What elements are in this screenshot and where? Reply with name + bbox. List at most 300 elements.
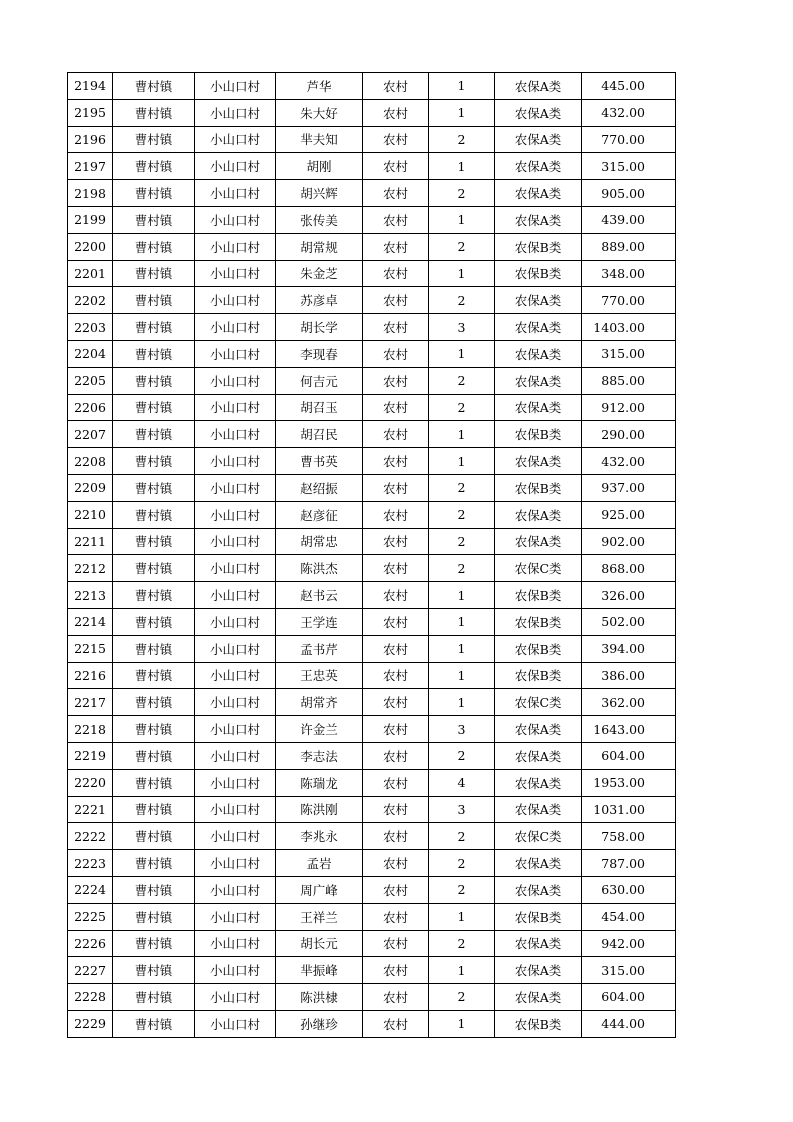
table-row [68, 367, 676, 394]
type-cell: 农村 [363, 742, 429, 769]
town-cell: 曹村镇 [113, 662, 195, 689]
amount-cell: 937.00 [582, 474, 676, 501]
count-cell: 2 [429, 742, 495, 769]
table-row [68, 850, 676, 877]
table-row [68, 153, 676, 180]
type-cell: 农村 [363, 582, 429, 609]
type-cell: 农村 [363, 180, 429, 207]
town-cell: 曹村镇 [113, 823, 195, 850]
table-row [68, 876, 676, 903]
name-cell: 胡常规 [276, 233, 363, 260]
amount-cell: 770.00 [582, 287, 676, 314]
name-cell: 孟书芹 [276, 635, 363, 662]
count-cell: 3 [429, 314, 495, 341]
count-cell: 2 [429, 501, 495, 528]
count-cell: 2 [429, 287, 495, 314]
table-row [68, 957, 676, 984]
type-cell: 农村 [363, 340, 429, 367]
type-cell: 农村 [363, 850, 429, 877]
category-cell: 农保A类 [495, 126, 582, 153]
name-cell: 芦华 [276, 73, 363, 100]
town-cell: 曹村镇 [113, 1010, 195, 1037]
amount-cell: 758.00 [582, 823, 676, 850]
name-cell: 芈振峰 [276, 957, 363, 984]
category-cell: 农保A类 [495, 448, 582, 475]
amount-cell: 912.00 [582, 394, 676, 421]
type-cell: 农村 [363, 421, 429, 448]
type-cell: 农村 [363, 689, 429, 716]
row-id-cell: 2212 [68, 555, 113, 582]
table-row [68, 903, 676, 930]
row-id-cell: 2199 [68, 206, 113, 233]
table-row [68, 930, 676, 957]
table-row [68, 582, 676, 609]
village-cell: 小山口村 [195, 73, 276, 100]
category-cell: 农保B类 [495, 474, 582, 501]
category-cell: 农保A类 [495, 528, 582, 555]
row-id-cell: 2196 [68, 126, 113, 153]
town-cell: 曹村镇 [113, 448, 195, 475]
town-cell: 曹村镇 [113, 528, 195, 555]
category-cell: 农保A类 [495, 367, 582, 394]
amount-cell: 902.00 [582, 528, 676, 555]
count-cell: 2 [429, 367, 495, 394]
amount-cell: 362.00 [582, 689, 676, 716]
count-cell: 2 [429, 823, 495, 850]
category-cell: 农保A类 [495, 206, 582, 233]
table-row [68, 99, 676, 126]
row-id-cell: 2203 [68, 314, 113, 341]
village-cell: 小山口村 [195, 957, 276, 984]
row-id-cell: 2221 [68, 796, 113, 823]
town-cell: 曹村镇 [113, 394, 195, 421]
amount-cell: 315.00 [582, 957, 676, 984]
amount-cell: 444.00 [582, 1010, 676, 1037]
row-id-cell: 2200 [68, 233, 113, 260]
amount-cell: 348.00 [582, 260, 676, 287]
category-cell: 农保A类 [495, 930, 582, 957]
count-cell: 1 [429, 153, 495, 180]
type-cell: 农村 [363, 957, 429, 984]
type-cell: 农村 [363, 474, 429, 501]
type-cell: 农村 [363, 99, 429, 126]
village-cell: 小山口村 [195, 903, 276, 930]
table-row [68, 394, 676, 421]
row-id-cell: 2208 [68, 448, 113, 475]
town-cell: 曹村镇 [113, 153, 195, 180]
town-cell: 曹村镇 [113, 716, 195, 743]
village-cell: 小山口村 [195, 340, 276, 367]
amount-cell: 1403.00 [582, 314, 676, 341]
row-id-cell: 2222 [68, 823, 113, 850]
type-cell: 农村 [363, 287, 429, 314]
row-id-cell: 2219 [68, 742, 113, 769]
amount-cell: 394.00 [582, 635, 676, 662]
row-id-cell: 2195 [68, 99, 113, 126]
type-cell: 农村 [363, 367, 429, 394]
row-id-cell: 2210 [68, 501, 113, 528]
type-cell: 农村 [363, 635, 429, 662]
type-cell: 农村 [363, 716, 429, 743]
town-cell: 曹村镇 [113, 260, 195, 287]
amount-cell: 454.00 [582, 903, 676, 930]
village-cell: 小山口村 [195, 180, 276, 207]
name-cell: 胡刚 [276, 153, 363, 180]
category-cell: 农保B类 [495, 903, 582, 930]
amount-cell: 290.00 [582, 421, 676, 448]
amount-cell: 439.00 [582, 206, 676, 233]
town-cell: 曹村镇 [113, 930, 195, 957]
count-cell: 1 [429, 99, 495, 126]
count-cell: 1 [429, 608, 495, 635]
row-id-cell: 2227 [68, 957, 113, 984]
count-cell: 1 [429, 903, 495, 930]
town-cell: 曹村镇 [113, 582, 195, 609]
table-row [68, 126, 676, 153]
category-cell: 农保B类 [495, 608, 582, 635]
count-cell: 1 [429, 582, 495, 609]
category-cell: 农保A类 [495, 153, 582, 180]
village-cell: 小山口村 [195, 1010, 276, 1037]
amount-cell: 604.00 [582, 742, 676, 769]
village-cell: 小山口村 [195, 474, 276, 501]
village-cell: 小山口村 [195, 823, 276, 850]
count-cell: 2 [429, 984, 495, 1011]
village-cell: 小山口村 [195, 555, 276, 582]
village-cell: 小山口村 [195, 984, 276, 1011]
type-cell: 农村 [363, 233, 429, 260]
category-cell: 农保B类 [495, 233, 582, 260]
town-cell: 曹村镇 [113, 850, 195, 877]
village-cell: 小山口村 [195, 153, 276, 180]
table-row [68, 742, 676, 769]
count-cell: 3 [429, 796, 495, 823]
row-id-cell: 2206 [68, 394, 113, 421]
type-cell: 农村 [363, 73, 429, 100]
category-cell: 农保C类 [495, 823, 582, 850]
count-cell: 2 [429, 474, 495, 501]
type-cell: 农村 [363, 1010, 429, 1037]
category-cell: 农保A类 [495, 99, 582, 126]
name-cell: 李志法 [276, 742, 363, 769]
amount-cell: 630.00 [582, 876, 676, 903]
type-cell: 农村 [363, 126, 429, 153]
name-cell: 朱金芝 [276, 260, 363, 287]
count-cell: 1 [429, 421, 495, 448]
row-id-cell: 2213 [68, 582, 113, 609]
table-row [68, 448, 676, 475]
category-cell: 农保A类 [495, 984, 582, 1011]
category-cell: 农保A类 [495, 180, 582, 207]
type-cell: 农村 [363, 823, 429, 850]
category-cell: 农保A类 [495, 73, 582, 100]
amount-cell: 432.00 [582, 448, 676, 475]
count-cell: 2 [429, 876, 495, 903]
count-cell: 1 [429, 206, 495, 233]
village-cell: 小山口村 [195, 769, 276, 796]
table-row [68, 314, 676, 341]
town-cell: 曹村镇 [113, 957, 195, 984]
count-cell: 2 [429, 528, 495, 555]
village-cell: 小山口村 [195, 501, 276, 528]
type-cell: 农村 [363, 448, 429, 475]
row-id-cell: 2205 [68, 367, 113, 394]
row-id-cell: 2201 [68, 260, 113, 287]
village-cell: 小山口村 [195, 233, 276, 260]
type-cell: 农村 [363, 930, 429, 957]
category-cell: 农保A类 [495, 957, 582, 984]
row-id-cell: 2216 [68, 662, 113, 689]
table-row [68, 260, 676, 287]
name-cell: 许金兰 [276, 716, 363, 743]
name-cell: 苏彦卓 [276, 287, 363, 314]
village-cell: 小山口村 [195, 99, 276, 126]
name-cell: 孟岩 [276, 850, 363, 877]
count-cell: 4 [429, 769, 495, 796]
town-cell: 曹村镇 [113, 421, 195, 448]
name-cell: 胡常忠 [276, 528, 363, 555]
table-row [68, 501, 676, 528]
category-cell: 农保C类 [495, 555, 582, 582]
amount-cell: 604.00 [582, 984, 676, 1011]
name-cell: 陈洪杰 [276, 555, 363, 582]
type-cell: 农村 [363, 206, 429, 233]
amount-cell: 905.00 [582, 180, 676, 207]
town-cell: 曹村镇 [113, 608, 195, 635]
town-cell: 曹村镇 [113, 501, 195, 528]
town-cell: 曹村镇 [113, 876, 195, 903]
table-row [68, 635, 676, 662]
category-cell: 农保A类 [495, 769, 582, 796]
table-row [68, 528, 676, 555]
village-cell: 小山口村 [195, 662, 276, 689]
table-row [68, 180, 676, 207]
row-id-cell: 2226 [68, 930, 113, 957]
category-cell: 农保B类 [495, 582, 582, 609]
village-cell: 小山口村 [195, 876, 276, 903]
table-row [68, 984, 676, 1011]
amount-cell: 315.00 [582, 153, 676, 180]
village-cell: 小山口村 [195, 689, 276, 716]
table-row [68, 555, 676, 582]
type-cell: 农村 [363, 528, 429, 555]
village-cell: 小山口村 [195, 394, 276, 421]
name-cell: 胡召民 [276, 421, 363, 448]
village-cell: 小山口村 [195, 421, 276, 448]
row-id-cell: 2218 [68, 716, 113, 743]
category-cell: 农保B类 [495, 421, 582, 448]
row-id-cell: 2204 [68, 340, 113, 367]
amount-cell: 1953.00 [582, 769, 676, 796]
type-cell: 农村 [363, 903, 429, 930]
type-cell: 农村 [363, 153, 429, 180]
town-cell: 曹村镇 [113, 903, 195, 930]
type-cell: 农村 [363, 769, 429, 796]
type-cell: 农村 [363, 555, 429, 582]
type-cell: 农村 [363, 662, 429, 689]
town-cell: 曹村镇 [113, 689, 195, 716]
name-cell: 赵绍振 [276, 474, 363, 501]
type-cell: 农村 [363, 984, 429, 1011]
type-cell: 农村 [363, 314, 429, 341]
type-cell: 农村 [363, 608, 429, 635]
count-cell: 2 [429, 233, 495, 260]
row-id-cell: 2197 [68, 153, 113, 180]
amount-cell: 1031.00 [582, 796, 676, 823]
name-cell: 朱大好 [276, 99, 363, 126]
table-row [68, 608, 676, 635]
table-row [68, 233, 676, 260]
name-cell: 张传美 [276, 206, 363, 233]
village-cell: 小山口村 [195, 206, 276, 233]
table-row [68, 340, 676, 367]
row-id-cell: 2220 [68, 769, 113, 796]
town-cell: 曹村镇 [113, 314, 195, 341]
count-cell: 2 [429, 180, 495, 207]
table-row [68, 73, 676, 100]
amount-cell: 315.00 [582, 340, 676, 367]
category-cell: 农保A类 [495, 501, 582, 528]
count-cell: 1 [429, 1010, 495, 1037]
town-cell: 曹村镇 [113, 796, 195, 823]
amount-cell: 889.00 [582, 233, 676, 260]
row-id-cell: 2194 [68, 73, 113, 100]
amount-cell: 868.00 [582, 555, 676, 582]
amount-cell: 787.00 [582, 850, 676, 877]
count-cell: 2 [429, 850, 495, 877]
amount-cell: 770.00 [582, 126, 676, 153]
name-cell: 陈洪棣 [276, 984, 363, 1011]
table-row [68, 796, 676, 823]
name-cell: 王忠英 [276, 662, 363, 689]
village-cell: 小山口村 [195, 448, 276, 475]
amount-cell: 925.00 [582, 501, 676, 528]
table-row [68, 823, 676, 850]
table-row [68, 689, 676, 716]
row-id-cell: 2207 [68, 421, 113, 448]
name-cell: 李现春 [276, 340, 363, 367]
town-cell: 曹村镇 [113, 769, 195, 796]
row-id-cell: 2198 [68, 180, 113, 207]
town-cell: 曹村镇 [113, 984, 195, 1011]
type-cell: 农村 [363, 796, 429, 823]
village-cell: 小山口村 [195, 582, 276, 609]
category-cell: 农保A类 [495, 394, 582, 421]
name-cell: 赵书云 [276, 582, 363, 609]
row-id-cell: 2215 [68, 635, 113, 662]
count-cell: 1 [429, 260, 495, 287]
name-cell: 王学连 [276, 608, 363, 635]
village-cell: 小山口村 [195, 528, 276, 555]
name-cell: 胡召玉 [276, 394, 363, 421]
town-cell: 曹村镇 [113, 99, 195, 126]
town-cell: 曹村镇 [113, 742, 195, 769]
name-cell: 何吉元 [276, 367, 363, 394]
table-row [68, 474, 676, 501]
row-id-cell: 2214 [68, 608, 113, 635]
row-id-cell: 2217 [68, 689, 113, 716]
table-body [68, 73, 676, 1038]
town-cell: 曹村镇 [113, 126, 195, 153]
row-id-cell: 2223 [68, 850, 113, 877]
row-id-cell: 2228 [68, 984, 113, 1011]
count-cell: 1 [429, 340, 495, 367]
town-cell: 曹村镇 [113, 287, 195, 314]
name-cell: 陈洪刚 [276, 796, 363, 823]
table-row [68, 1010, 676, 1037]
category-cell: 农保B类 [495, 635, 582, 662]
category-cell: 农保A类 [495, 796, 582, 823]
row-id-cell: 2229 [68, 1010, 113, 1037]
name-cell: 陈瑞龙 [276, 769, 363, 796]
table-row [68, 421, 676, 448]
amount-cell: 326.00 [582, 582, 676, 609]
category-cell: 农保A类 [495, 340, 582, 367]
category-cell: 农保B类 [495, 662, 582, 689]
name-cell: 胡常齐 [276, 689, 363, 716]
village-cell: 小山口村 [195, 635, 276, 662]
village-cell: 小山口村 [195, 850, 276, 877]
category-cell: 农保B类 [495, 260, 582, 287]
town-cell: 曹村镇 [113, 180, 195, 207]
name-cell: 孙继珍 [276, 1010, 363, 1037]
town-cell: 曹村镇 [113, 73, 195, 100]
count-cell: 1 [429, 662, 495, 689]
name-cell: 曹书英 [276, 448, 363, 475]
name-cell: 芈夫知 [276, 126, 363, 153]
table-row [68, 287, 676, 314]
amount-cell: 386.00 [582, 662, 676, 689]
count-cell: 1 [429, 448, 495, 475]
category-cell: 农保A类 [495, 287, 582, 314]
subsidy-table [67, 72, 676, 1038]
table-row [68, 662, 676, 689]
amount-cell: 502.00 [582, 608, 676, 635]
town-cell: 曹村镇 [113, 367, 195, 394]
village-cell: 小山口村 [195, 716, 276, 743]
row-id-cell: 2224 [68, 876, 113, 903]
type-cell: 农村 [363, 501, 429, 528]
village-cell: 小山口村 [195, 260, 276, 287]
category-cell: 农保A类 [495, 876, 582, 903]
amount-cell: 445.00 [582, 73, 676, 100]
village-cell: 小山口村 [195, 742, 276, 769]
category-cell: 农保B类 [495, 1010, 582, 1037]
table-row [68, 769, 676, 796]
row-id-cell: 2225 [68, 903, 113, 930]
name-cell: 李兆永 [276, 823, 363, 850]
category-cell: 农保A类 [495, 314, 582, 341]
name-cell: 赵彦征 [276, 501, 363, 528]
count-cell: 1 [429, 689, 495, 716]
count-cell: 1 [429, 635, 495, 662]
row-id-cell: 2211 [68, 528, 113, 555]
town-cell: 曹村镇 [113, 340, 195, 367]
name-cell: 胡长元 [276, 930, 363, 957]
count-cell: 2 [429, 126, 495, 153]
row-id-cell: 2202 [68, 287, 113, 314]
village-cell: 小山口村 [195, 367, 276, 394]
town-cell: 曹村镇 [113, 635, 195, 662]
category-cell: 农保C类 [495, 689, 582, 716]
category-cell: 农保A类 [495, 716, 582, 743]
name-cell: 胡长学 [276, 314, 363, 341]
town-cell: 曹村镇 [113, 206, 195, 233]
category-cell: 农保A类 [495, 742, 582, 769]
village-cell: 小山口村 [195, 287, 276, 314]
category-cell: 农保A类 [495, 850, 582, 877]
village-cell: 小山口村 [195, 930, 276, 957]
